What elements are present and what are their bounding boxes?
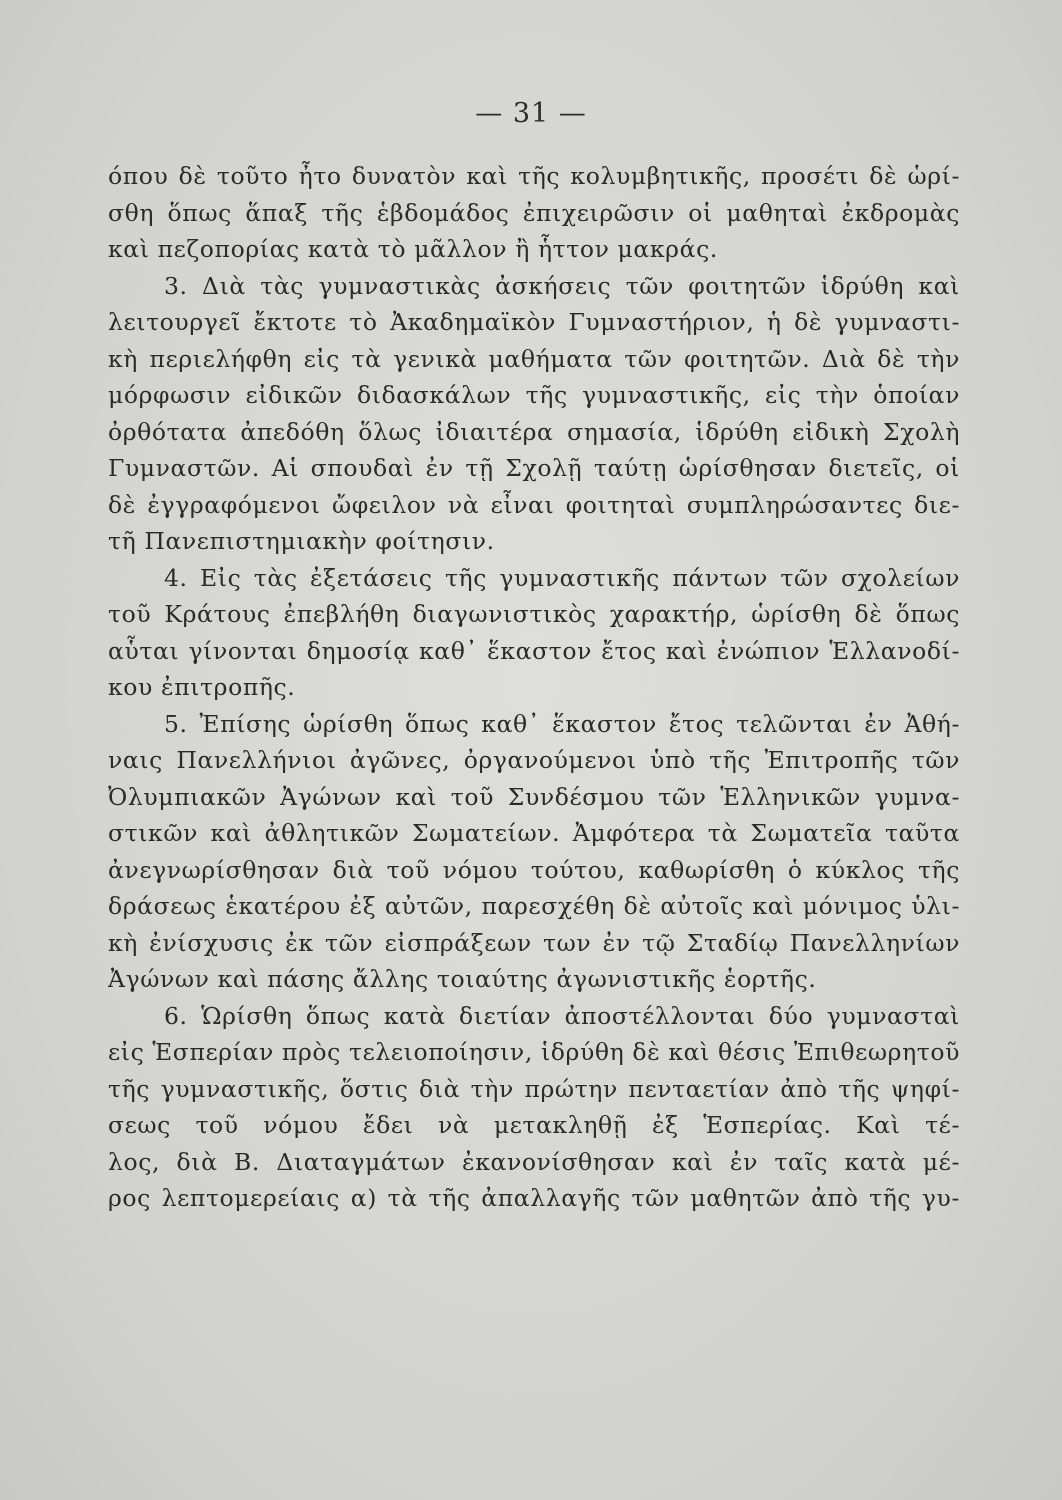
text-line: ναις Πανελλήνιοι ἀγῶνες, ὀργανούμενοι ὑπὸ τῆς Ἐπιτροπῆς τῶν [108,746,960,774]
text-line: εἰς Ἑσπερίαν πρὸς τελειοποίησιν, ἱδρύθη δὲ καὶ θέσις Ἐπιθεωρητοῦ [108,1038,960,1066]
text-line: σθη ὅπως ἅπαξ τῆς ἑβδομάδος ἐπιχειρῶσιν οἱ μαθηταὶ ἐκδρομὰς [108,198,960,227]
text-line: καὶ πεζοπορίας κατὰ τὸ μᾶλλον ἢ ἧττον μακράς. [108,235,718,263]
text-line: ὀρθότατα ἀπεδόθη ὅλως ἰδιαιτέρα σημασία, ἱδρύθη εἰδικὴ Σχολὴ [108,417,960,446]
text-line: λος, διὰ Β. Διαταγμάτων ἐκανονίσθησαν καὶ ἐν ταῖς κατὰ μέ- [108,1147,960,1176]
text-line: αὗται γίνονται δημοσίᾳ καθ᾽ ἕκαστον ἔτος καὶ ἐνώπιον Ἑλλανοδί- [108,636,960,665]
text-line: σεως τοῦ νόμου ἔδει νὰ μετακληθῇ ἐξ Ἑσπερίας. Καὶ τέ- [108,1111,960,1139]
text-line: δράσεως ἑκατέρου ἐξ αὐτῶν, παρεσχέθη δὲ αὐτοῖς καὶ μόνιμος ὑλι- [108,892,960,920]
text-line: τῆς γυμναστικῆς, ὅστις διὰ τὴν πρώτην πενταετίαν ἀπὸ τῆς ψηφί- [108,1074,960,1103]
text-line: Ἀγώνων καὶ πάσης ἄλλης τοιαύτης ἀγωνιστικῆς ἑορτῆς. [108,965,817,993]
body-text [108,158,960,1217]
text-line: τοῦ Κράτους ἐπεβλήθη διαγωνιστικὸς χαρακτήρ, ὡρίσθη δὲ ὅπως [108,600,960,628]
text-line: Γυμναστῶν. Αἱ σπουδαὶ ἐν τῇ Σχολῇ ταύτῃ ὡρίσθησαν διετεῖς, οἱ [108,454,960,482]
text-line: όπου δὲ τοῦτο ἦτο δυνατὸν καὶ τῆς κολυμβητικῆς, προσέτι δὲ ὡρί- [108,162,960,190]
page-number: — 31 — [475,98,587,129]
text-line: κὴ περιελήφθη εἰς τὰ γενικὰ μαθήματα τῶν φοιτητῶν. Διὰ δὲ τὴν [108,344,960,373]
text-line: λειτουργεῖ ἔκτοτε τὸ Ἀκαδημαϊκὸν Γυμναστήριον, ἡ δὲ γυμναστι- [108,308,960,336]
text-line: ἀνεγνωρίσθησαν διὰ τοῦ νόμου τούτου, καθωρίσθη ὁ κύκλος τῆς [108,855,960,884]
text-line: μόρφωσιν εἰδικῶν διδασκάλων τῆς γυμναστικῆς, εἰς τὴν ὁποίαν [108,381,960,409]
text-line: 4. Εἰς τὰς ἐξετάσεις τῆς γυμναστικῆς πάντων τῶν σχολείων [164,563,960,592]
text-line: ρος λεπτομερείαις α) τὰ τῆς ἀπαλλαγῆς τῶν μαθητῶν ἀπὸ τῆς γυ- [108,1184,960,1212]
text-line: Ὀλυμπιακῶν Ἀγώνων καὶ τοῦ Συνδέσμου τῶν Ἑλληνικῶν γυμνα- [108,782,960,811]
text-line: κὴ ἐνίσχυσις ἐκ τῶν εἰσπράξεων των ἐν τῷ Σταδίῳ Πανελληνίων [108,928,960,957]
text-line: 5. Ἐπίσης ὡρίσθη ὅπως καθ᾽ ἕκαστον ἔτος τελῶνται ἐν Ἀθή- [164,709,960,738]
text-line: στικῶν καὶ ἀθλητικῶν Σωματείων. Ἀμφότερα τὰ Σωματεῖα ταῦτα [108,819,960,847]
text-line: 6. Ὡρίσθη ὅπως κατὰ διετίαν ἀποστέλλονται δύο γυμνασταὶ [164,1001,960,1030]
text-line: 3. Διὰ τὰς γυμναστικὰς ἀσκήσεις τῶν φοιτητῶν ἱδρύθη καὶ [164,271,960,300]
text-line: κου ἐπιτροπῆς. [108,673,296,701]
text-line: δὲ ἐγγραφόμενοι ὤφειλον νὰ εἶναι φοιτηταὶ συμπληρώσαντες διε- [108,490,960,519]
text-line: τῆ Πανεπιστημιακὴν φοίτησιν. [108,527,495,555]
